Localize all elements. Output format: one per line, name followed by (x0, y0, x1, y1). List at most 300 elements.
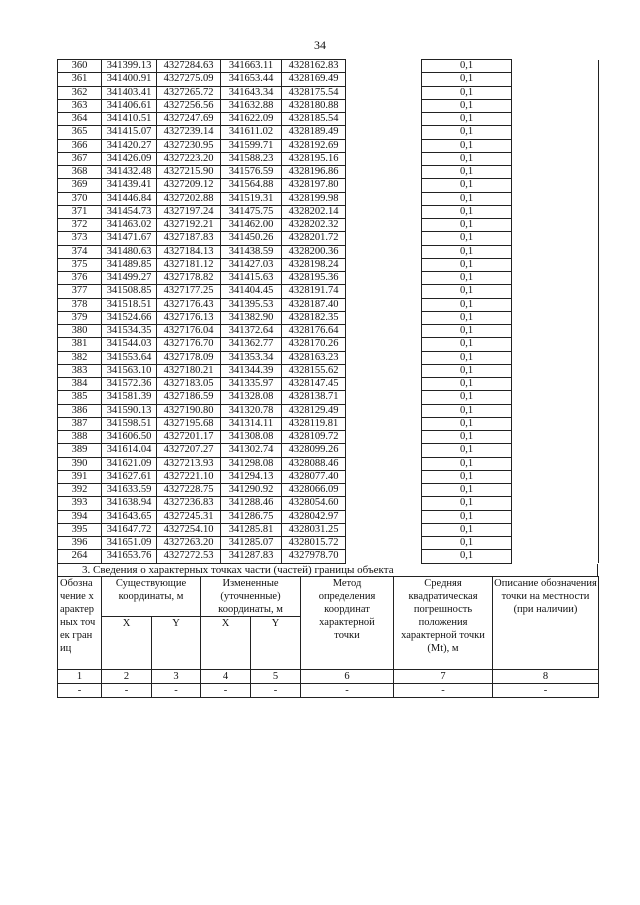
cell-method-empty (346, 139, 422, 152)
column-number: 1 (58, 669, 102, 683)
cell-changed-x: 341653.44 (221, 73, 282, 86)
cell-changed-y: 4328200.36 (282, 245, 346, 258)
cell-method-empty (346, 258, 422, 271)
cell-method-empty (346, 325, 422, 338)
cell-description-empty (512, 510, 599, 523)
cell-accuracy: 0,1 (422, 325, 512, 338)
cell-changed-x: 341288.46 (221, 497, 282, 510)
cell-description-empty (512, 338, 599, 351)
cell-accuracy: 0,1 (422, 245, 512, 258)
cell-changed-x: 341382.90 (221, 311, 282, 324)
cell-existing-x: 341598.51 (102, 417, 157, 430)
cell-changed-y: 4328077.40 (282, 470, 346, 483)
cell-existing-y: 4327192.21 (157, 219, 221, 232)
table-row (58, 338, 599, 351)
cell-accuracy: 0,1 (422, 417, 512, 430)
cell-existing-y: 4327215.90 (157, 166, 221, 179)
cell-changed-y: 4328176.64 (282, 325, 346, 338)
cell-existing-y: 4327180.21 (157, 364, 221, 377)
cell-existing-x: 341633.59 (102, 484, 157, 497)
cell-point-id: 373 (58, 232, 102, 245)
cell-method-empty (346, 497, 422, 510)
table-row (58, 60, 599, 73)
cell-accuracy: 0,1 (422, 404, 512, 417)
cell-accuracy: 0,1 (422, 497, 512, 510)
header-description: Описание обозначения точки на местности (при наличии) (493, 576, 599, 669)
cell-changed-y: 4328189.49 (282, 126, 346, 139)
cell-existing-y: 4327247.69 (157, 113, 221, 126)
cell-existing-x: 341406.61 (102, 99, 157, 112)
cell-changed-y: 4328054.60 (282, 497, 346, 510)
empty-value: - (201, 683, 251, 697)
cell-existing-y: 4327230.95 (157, 139, 221, 152)
cell-existing-x: 341420.27 (102, 139, 157, 152)
cell-changed-y: 4327978.70 (282, 550, 346, 563)
cell-changed-x: 341643.34 (221, 86, 282, 99)
page-number: 34 (314, 38, 326, 52)
cell-existing-x: 341581.39 (102, 391, 157, 404)
cell-existing-x: 341499.27 (102, 272, 157, 285)
cell-accuracy: 0,1 (422, 113, 512, 126)
cell-point-id: 372 (58, 219, 102, 232)
cell-existing-x: 341489.85 (102, 258, 157, 271)
cell-method-empty (346, 152, 422, 165)
cell-accuracy: 0,1 (422, 550, 512, 563)
cell-description-empty (512, 272, 599, 285)
cell-changed-x: 341308.08 (221, 431, 282, 444)
empty-value: - (251, 683, 301, 697)
cell-method-empty (346, 285, 422, 298)
cell-description-empty (512, 391, 599, 404)
cell-existing-x: 341454.73 (102, 205, 157, 218)
empty-value: - (58, 683, 102, 697)
cell-existing-x: 341638.94 (102, 497, 157, 510)
cell-point-id: 390 (58, 457, 102, 470)
cell-description-empty (512, 550, 599, 563)
cell-method-empty (346, 60, 422, 73)
cell-description-empty (512, 325, 599, 338)
cell-point-id: 364 (58, 113, 102, 126)
cell-changed-y: 4328088.46 (282, 457, 346, 470)
cell-changed-y: 4328191.74 (282, 285, 346, 298)
column-number: 5 (251, 669, 301, 683)
cell-existing-x: 341647.72 (102, 523, 157, 536)
cell-changed-x: 341588.23 (221, 152, 282, 165)
table-row (58, 298, 599, 311)
cell-description-empty (512, 364, 599, 377)
cell-changed-y: 4328199.98 (282, 192, 346, 205)
cell-changed-x: 341395.53 (221, 298, 282, 311)
cell-existing-y: 4327221.10 (157, 470, 221, 483)
cell-accuracy: 0,1 (422, 484, 512, 497)
table-row (58, 417, 599, 430)
cell-changed-x: 341427.03 (221, 258, 282, 271)
cell-accuracy: 0,1 (422, 364, 512, 377)
table-row (58, 232, 599, 245)
cell-method-empty (346, 126, 422, 139)
cell-point-id: 392 (58, 484, 102, 497)
cell-existing-y: 4327177.25 (157, 285, 221, 298)
cell-changed-x: 341286.75 (221, 510, 282, 523)
cell-changed-x: 341328.08 (221, 391, 282, 404)
cell-accuracy: 0,1 (422, 179, 512, 192)
column-number: 4 (201, 669, 251, 683)
cell-accuracy: 0,1 (422, 86, 512, 99)
header-accuracy: Средняя квадратическая погрешность положения характерной точки (Mt), м (394, 576, 493, 669)
cell-changed-x: 341320.78 (221, 404, 282, 417)
section-3-title: 3. Сведения о характерных точках части (частей) границы объекта (57, 564, 598, 576)
cell-method-empty (346, 391, 422, 404)
cell-existing-x: 341471.67 (102, 232, 157, 245)
cell-existing-y: 4327228.75 (157, 484, 221, 497)
cell-method-empty (346, 417, 422, 430)
cell-point-id: 264 (58, 550, 102, 563)
cell-existing-x: 341534.35 (102, 325, 157, 338)
cell-method-empty (346, 550, 422, 563)
cell-description-empty (512, 258, 599, 271)
table-row (58, 205, 599, 218)
empty-value: - (152, 683, 201, 697)
cell-existing-x: 341508.85 (102, 285, 157, 298)
cell-existing-x: 341463.02 (102, 219, 157, 232)
empty-value: - (394, 683, 493, 697)
cell-existing-x: 341518.51 (102, 298, 157, 311)
cell-changed-y: 4328192.69 (282, 139, 346, 152)
cell-changed-y: 4328202.32 (282, 219, 346, 232)
cell-point-id: 394 (58, 510, 102, 523)
cell-accuracy: 0,1 (422, 192, 512, 205)
cell-point-id: 369 (58, 179, 102, 192)
cell-accuracy: 0,1 (422, 205, 512, 218)
cell-method-empty (346, 470, 422, 483)
cell-accuracy: 0,1 (422, 166, 512, 179)
cell-changed-y: 4328042.97 (282, 510, 346, 523)
cell-point-id: 371 (58, 205, 102, 218)
cell-description-empty (512, 99, 599, 112)
cell-existing-y: 4327284.63 (157, 60, 221, 73)
cell-changed-x: 341287.83 (221, 550, 282, 563)
cell-method-empty (346, 364, 422, 377)
table-row (58, 245, 599, 258)
cell-method-empty (346, 192, 422, 205)
cell-method-empty (346, 311, 422, 324)
cell-point-id: 380 (58, 325, 102, 338)
table-row (58, 497, 599, 510)
cell-accuracy: 0,1 (422, 298, 512, 311)
cell-description-empty (512, 497, 599, 510)
cell-accuracy: 0,1 (422, 60, 512, 73)
cell-changed-y: 4328169.49 (282, 73, 346, 86)
table-row (58, 537, 599, 550)
table-row (58, 325, 599, 338)
cell-description-empty (512, 431, 599, 444)
table-row (58, 258, 599, 271)
cell-method-empty (346, 86, 422, 99)
cell-accuracy: 0,1 (422, 311, 512, 324)
cell-changed-x: 341335.97 (221, 378, 282, 391)
cell-point-id: 368 (58, 166, 102, 179)
cell-point-id: 361 (58, 73, 102, 86)
cell-existing-y: 4327178.82 (157, 272, 221, 285)
cell-existing-y: 4327183.05 (157, 378, 221, 391)
cell-existing-x: 341432.48 (102, 166, 157, 179)
cell-existing-y: 4327245.31 (157, 510, 221, 523)
cell-description-empty (512, 166, 599, 179)
cell-method-empty (346, 523, 422, 536)
header-existing-y: Y (152, 616, 201, 669)
empty-value: - (102, 683, 152, 697)
cell-existing-y: 4327236.83 (157, 497, 221, 510)
table-row (58, 364, 599, 377)
cell-description-empty (512, 523, 599, 536)
cell-accuracy: 0,1 (422, 219, 512, 232)
header-changed-x: X (201, 616, 251, 669)
cell-description-empty (512, 192, 599, 205)
cell-changed-y: 4328015.72 (282, 537, 346, 550)
cell-existing-y: 4327272.53 (157, 550, 221, 563)
table-row (58, 550, 599, 563)
cell-method-empty (346, 205, 422, 218)
cell-description-empty (512, 484, 599, 497)
cell-point-id: 386 (58, 404, 102, 417)
cell-changed-x: 341576.59 (221, 166, 282, 179)
cell-existing-y: 4327190.80 (157, 404, 221, 417)
cell-method-empty (346, 298, 422, 311)
cell-method-empty (346, 510, 422, 523)
cell-existing-x: 341403.41 (102, 86, 157, 99)
cell-changed-y: 4328198.24 (282, 258, 346, 271)
cell-changed-y: 4328196.86 (282, 166, 346, 179)
cell-point-id: 393 (58, 497, 102, 510)
cell-method-empty (346, 73, 422, 86)
table-row (58, 391, 599, 404)
cell-changed-x: 341564.88 (221, 179, 282, 192)
cell-description-empty (512, 86, 599, 99)
cell-existing-x: 341524.66 (102, 311, 157, 324)
cell-method-empty (346, 232, 422, 245)
table-row (58, 444, 599, 457)
cell-point-id: 383 (58, 364, 102, 377)
cell-changed-y: 4328195.16 (282, 152, 346, 165)
cell-method-empty (346, 484, 422, 497)
cell-existing-y: 4327197.24 (157, 205, 221, 218)
cell-changed-y: 4328155.62 (282, 364, 346, 377)
cell-changed-x: 341372.64 (221, 325, 282, 338)
column-numbers-row (58, 669, 599, 683)
cell-changed-y: 4328099.26 (282, 444, 346, 457)
table-row (58, 113, 599, 126)
cell-point-id: 374 (58, 245, 102, 258)
cell-changed-y: 4328195.36 (282, 272, 346, 285)
cell-existing-y: 4327176.13 (157, 311, 221, 324)
table-row (58, 166, 599, 179)
cell-existing-y: 4327178.09 (157, 351, 221, 364)
cell-accuracy: 0,1 (422, 73, 512, 86)
cell-existing-x: 341651.09 (102, 537, 157, 550)
cell-existing-x: 341446.84 (102, 192, 157, 205)
header-changed-y: Y (251, 616, 301, 669)
table-row (58, 73, 599, 86)
table-row (58, 179, 599, 192)
cell-existing-x: 341410.51 (102, 113, 157, 126)
cell-description-empty (512, 152, 599, 165)
cell-existing-x: 341606.50 (102, 431, 157, 444)
cell-existing-x: 341563.10 (102, 364, 157, 377)
cell-changed-x: 341599.71 (221, 139, 282, 152)
cell-method-empty (346, 457, 422, 470)
cell-changed-x: 341285.81 (221, 523, 282, 536)
cell-point-id: 379 (58, 311, 102, 324)
cell-description-empty (512, 139, 599, 152)
cell-accuracy: 0,1 (422, 272, 512, 285)
cell-description-empty (512, 245, 599, 258)
cell-changed-y: 4328138.71 (282, 391, 346, 404)
cell-accuracy: 0,1 (422, 258, 512, 271)
table-row (58, 285, 599, 298)
cell-existing-x: 341614.04 (102, 444, 157, 457)
cell-changed-x: 341438.59 (221, 245, 282, 258)
cell-existing-y: 4327209.12 (157, 179, 221, 192)
cell-point-id: 395 (58, 523, 102, 536)
empty-value: - (493, 683, 599, 697)
cell-changed-y: 4328119.81 (282, 417, 346, 430)
cell-point-id: 377 (58, 285, 102, 298)
cell-existing-x: 341627.61 (102, 470, 157, 483)
cell-changed-x: 341622.09 (221, 113, 282, 126)
table-row (58, 431, 599, 444)
header-existing-x: X (102, 616, 152, 669)
cell-description-empty (512, 285, 599, 298)
cell-description-empty (512, 470, 599, 483)
cell-changed-x: 341475.75 (221, 205, 282, 218)
cell-existing-x: 341553.64 (102, 351, 157, 364)
cell-changed-x: 341663.11 (221, 60, 282, 73)
cell-changed-x: 341519.31 (221, 192, 282, 205)
cell-existing-y: 4327254.10 (157, 523, 221, 536)
cell-accuracy: 0,1 (422, 510, 512, 523)
table-row (58, 378, 599, 391)
column-number: 3 (152, 669, 201, 683)
cell-method-empty (346, 431, 422, 444)
cell-method-empty (346, 338, 422, 351)
cell-method-empty (346, 113, 422, 126)
cell-existing-y: 4327239.14 (157, 126, 221, 139)
cell-accuracy: 0,1 (422, 537, 512, 550)
cell-existing-x: 341480.63 (102, 245, 157, 258)
cell-existing-x: 341426.09 (102, 152, 157, 165)
cell-changed-y: 4328197.80 (282, 179, 346, 192)
cell-existing-y: 4327213.93 (157, 457, 221, 470)
table-row (58, 457, 599, 470)
table-row (58, 470, 599, 483)
table-row (58, 404, 599, 417)
cell-changed-y: 4328185.54 (282, 113, 346, 126)
table-row (58, 139, 599, 152)
cell-changed-y: 4328162.83 (282, 60, 346, 73)
cell-changed-y: 4328180.88 (282, 99, 346, 112)
cell-existing-x: 341415.07 (102, 126, 157, 139)
cell-existing-y: 4327223.20 (157, 152, 221, 165)
table-row (58, 311, 599, 324)
cell-accuracy: 0,1 (422, 523, 512, 536)
cell-existing-x: 341572.36 (102, 378, 157, 391)
cell-changed-y: 4328187.40 (282, 298, 346, 311)
cell-method-empty (346, 351, 422, 364)
cell-changed-y: 4328182.35 (282, 311, 346, 324)
cell-changed-y: 4328031.25 (282, 523, 346, 536)
empty-data-row (58, 683, 599, 697)
cell-description-empty (512, 60, 599, 73)
cell-changed-x: 341344.39 (221, 364, 282, 377)
cell-point-id: 388 (58, 431, 102, 444)
cell-changed-y: 4328170.26 (282, 338, 346, 351)
cell-existing-x: 341544.03 (102, 338, 157, 351)
cell-accuracy: 0,1 (422, 457, 512, 470)
cell-existing-x: 341399.13 (102, 60, 157, 73)
cell-point-id: 378 (58, 298, 102, 311)
cell-description-empty (512, 444, 599, 457)
cell-existing-y: 4327201.17 (157, 431, 221, 444)
cell-existing-y: 4327265.72 (157, 86, 221, 99)
cell-description-empty (512, 311, 599, 324)
table-row (58, 484, 599, 497)
cell-point-id: 370 (58, 192, 102, 205)
cell-changed-x: 341362.77 (221, 338, 282, 351)
cell-existing-y: 4327186.59 (157, 391, 221, 404)
cell-point-id: 384 (58, 378, 102, 391)
cell-changed-y: 4328163.23 (282, 351, 346, 364)
cell-description-empty (512, 73, 599, 86)
cell-changed-x: 341285.07 (221, 537, 282, 550)
table-row (58, 152, 599, 165)
column-number: 2 (102, 669, 152, 683)
empty-value: - (301, 683, 394, 697)
cell-accuracy: 0,1 (422, 470, 512, 483)
coordinates-table (57, 59, 599, 564)
document-sheet (57, 59, 598, 698)
column-number: 6 (301, 669, 394, 683)
cell-point-id: 381 (58, 338, 102, 351)
cell-method-empty (346, 537, 422, 550)
cell-changed-y: 4328066.09 (282, 484, 346, 497)
cell-description-empty (512, 205, 599, 218)
cell-description-empty (512, 113, 599, 126)
cell-point-id: 375 (58, 258, 102, 271)
cell-accuracy: 0,1 (422, 99, 512, 112)
cell-changed-y: 4328201.72 (282, 232, 346, 245)
cell-point-id: 382 (58, 351, 102, 364)
table-row (58, 86, 599, 99)
cell-method-empty (346, 179, 422, 192)
cell-point-id: 387 (58, 417, 102, 430)
cell-changed-y: 4328147.45 (282, 378, 346, 391)
header-method: Метод определения координат характерной точки (301, 576, 394, 669)
cell-changed-x: 341353.34 (221, 351, 282, 364)
table-row (58, 510, 599, 523)
cell-existing-y: 4327176.04 (157, 325, 221, 338)
cell-existing-y: 4327176.43 (157, 298, 221, 311)
cell-accuracy: 0,1 (422, 431, 512, 444)
cell-existing-x: 341400.91 (102, 73, 157, 86)
cell-description-empty (512, 126, 599, 139)
cell-existing-y: 4327207.27 (157, 444, 221, 457)
column-number: 7 (394, 669, 493, 683)
cell-changed-x: 341314.11 (221, 417, 282, 430)
cell-point-id: 385 (58, 391, 102, 404)
cell-method-empty (346, 245, 422, 258)
cell-point-id: 366 (58, 139, 102, 152)
cell-existing-y: 4327181.12 (157, 258, 221, 271)
